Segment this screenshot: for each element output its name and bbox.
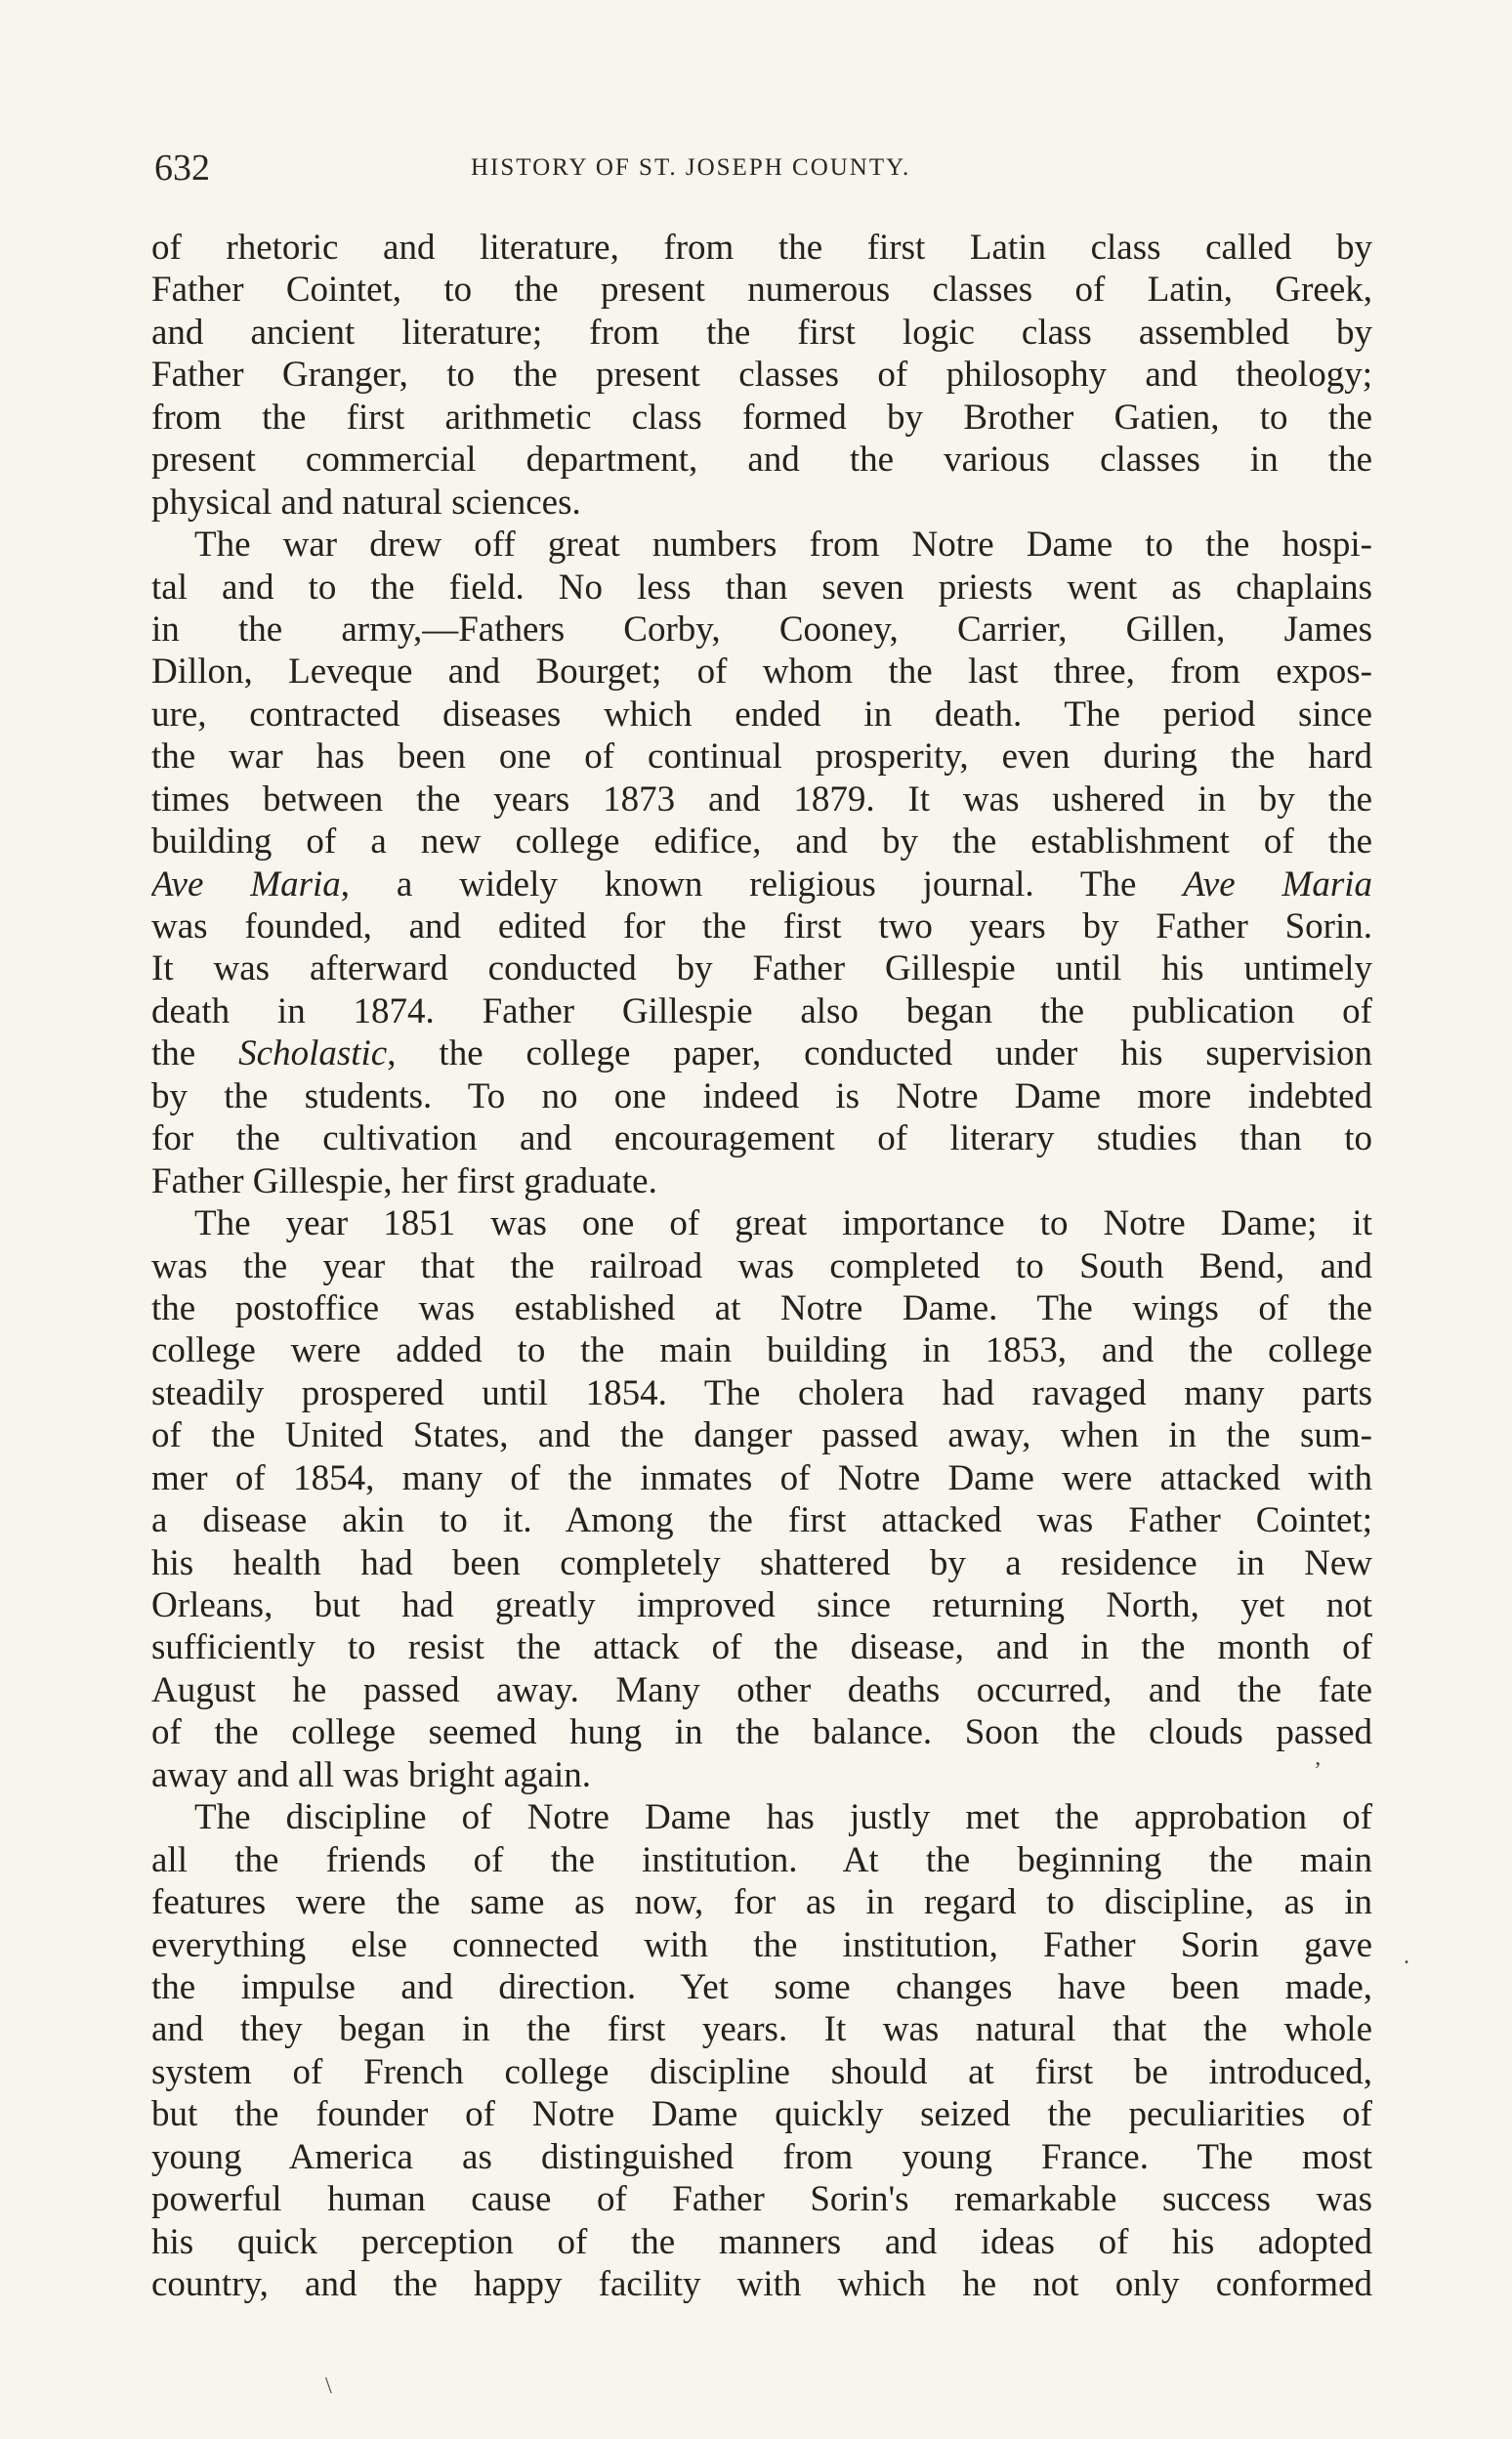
text-line: Father Gillespie, her first graduate. bbox=[151, 1160, 657, 1201]
text-line: young America as distinguished from young France. The most bbox=[151, 2136, 1372, 2177]
text-line: physical and natural sciences. bbox=[151, 482, 581, 523]
text-line: in the army,—Fathers Corby, Cooney, Carrier, Gillen, James bbox=[151, 609, 1372, 650]
text-line: away and all was bright again. bbox=[151, 1754, 592, 1795]
text-line: his quick perception of the manners and ideas of his adopted bbox=[151, 2221, 1372, 2262]
text-line: present commercial department, and the various classes in the bbox=[151, 440, 1372, 481]
text-line: but the founder of Notre Dame quickly seized the peculiarities of bbox=[151, 2094, 1372, 2135]
stray-mark: ’ bbox=[1314, 1758, 1322, 1784]
text-line: the war has been one of continual prosperity, even during the hard bbox=[151, 736, 1372, 778]
page-number: 632 bbox=[154, 147, 210, 189]
text-line: The year 1851 was one of great importance to Notre Dame; it bbox=[194, 1203, 1372, 1244]
text-line: the impulse and direction. Yet some changes have been made, bbox=[151, 1966, 1372, 2007]
text-line: the postoffice was established at Notre Dame. The wings of the bbox=[151, 1287, 1372, 1328]
text-line: The war drew off great numbers from Notre Dame to the hospi- bbox=[194, 525, 1372, 566]
text-line: Father Granger, to the present classes of philosophy and theology; bbox=[151, 355, 1372, 396]
text-line: steadily prospered until 1854. The cholera had ravaged many parts bbox=[151, 1372, 1372, 1413]
text-line: mer of 1854, many of the inmates of Notre Dame were attacked with bbox=[151, 1457, 1372, 1498]
text-line: the Scholastic, the college paper, conducted under his supervision bbox=[151, 1033, 1372, 1074]
text-line: from the first arithmetic class formed by Brother Gatien, to the bbox=[151, 397, 1372, 438]
text-line: It was afterward conducted by Father Gillespie until his untimely bbox=[151, 948, 1372, 989]
text-line: tal and to the field. No less than seven priests went as chaplains bbox=[151, 567, 1372, 608]
text-line: Dillon, Leveque and Bourget; of whom the last three, from expos- bbox=[151, 652, 1372, 693]
page-header bbox=[154, 145, 1371, 191]
text-line: country, and the happy facility with which he not only conformed bbox=[151, 2264, 1372, 2304]
text-line: Orleans, but had greatly improved since returning North, yet not bbox=[151, 1585, 1372, 1625]
text-line: his health had been completely shattered by a residence in New bbox=[151, 1542, 1372, 1583]
stray-mark: \ bbox=[325, 2374, 332, 2399]
text-line: building of a new college edifice, and by the establishment of the bbox=[151, 821, 1372, 862]
text-line: The discipline of Notre Dame has justly met the approbation of bbox=[194, 1797, 1372, 1838]
body-text bbox=[151, 227, 1372, 2305]
text-line: Father Cointet, to the present numerous classes of Latin, Greek, bbox=[151, 270, 1372, 311]
text-line: was the year that the railroad was completed to South Bend, and bbox=[151, 1245, 1372, 1286]
text-line: by the students. To no one indeed is Notre Dame more indebted bbox=[151, 1075, 1372, 1116]
text-line: Ave Maria, a widely known religious journal. The Ave Maria bbox=[151, 863, 1372, 904]
text-line: times between the years 1873 and 1879. It was ushered in by the bbox=[151, 778, 1372, 820]
text-line: of the United States, and the danger passed away, when in the sum- bbox=[151, 1415, 1372, 1456]
text-line: ure, contracted diseases which ended in death. The period since bbox=[151, 694, 1372, 735]
stray-mark: . bbox=[1404, 1944, 1409, 1969]
running-title: HISTORY OF ST. JOSEPH COUNTY. bbox=[471, 154, 911, 181]
text-line: and ancient literature; from the first logic class assembled by bbox=[151, 312, 1372, 353]
text-line: sufficiently to resist the attack of the disease, and in the month of bbox=[151, 1627, 1372, 1668]
text-line: college were added to the main building in 1853, and the college bbox=[151, 1330, 1372, 1371]
text-line: everything else connected with the institution, Father Sorin gave bbox=[151, 1924, 1372, 1965]
text-line: a disease akin to it. Among the first attacked was Father Cointet; bbox=[151, 1500, 1372, 1541]
text-line: and they began in the first years. It was natural that the whole bbox=[151, 2009, 1372, 2050]
text-line: features were the same as now, for as in regard to discipline, as in bbox=[151, 1882, 1372, 1923]
text-line: of rhetoric and literature, from the first Latin class called by bbox=[151, 228, 1372, 268]
text-line: system of French college discipline should at first be introduced, bbox=[151, 2051, 1372, 2092]
text-line: was founded, and edited for the first two years by Father Sorin. bbox=[151, 906, 1372, 946]
text-line: all the friends of the institution. At the beginning the main bbox=[151, 1839, 1372, 1880]
text-line: powerful human cause of Father Sorin's remarkable success was bbox=[151, 2179, 1372, 2220]
text-line: of the college seemed hung in the balance. Soon the clouds passed bbox=[151, 1712, 1372, 1753]
text-line: death in 1874. Father Gillespie also began the publication of bbox=[151, 990, 1372, 1031]
text-line: August he passed away. Many other deaths occurred, and the fate bbox=[151, 1669, 1372, 1710]
text-line: for the cultivation and encouragement of literary studies than to bbox=[151, 1118, 1372, 1159]
